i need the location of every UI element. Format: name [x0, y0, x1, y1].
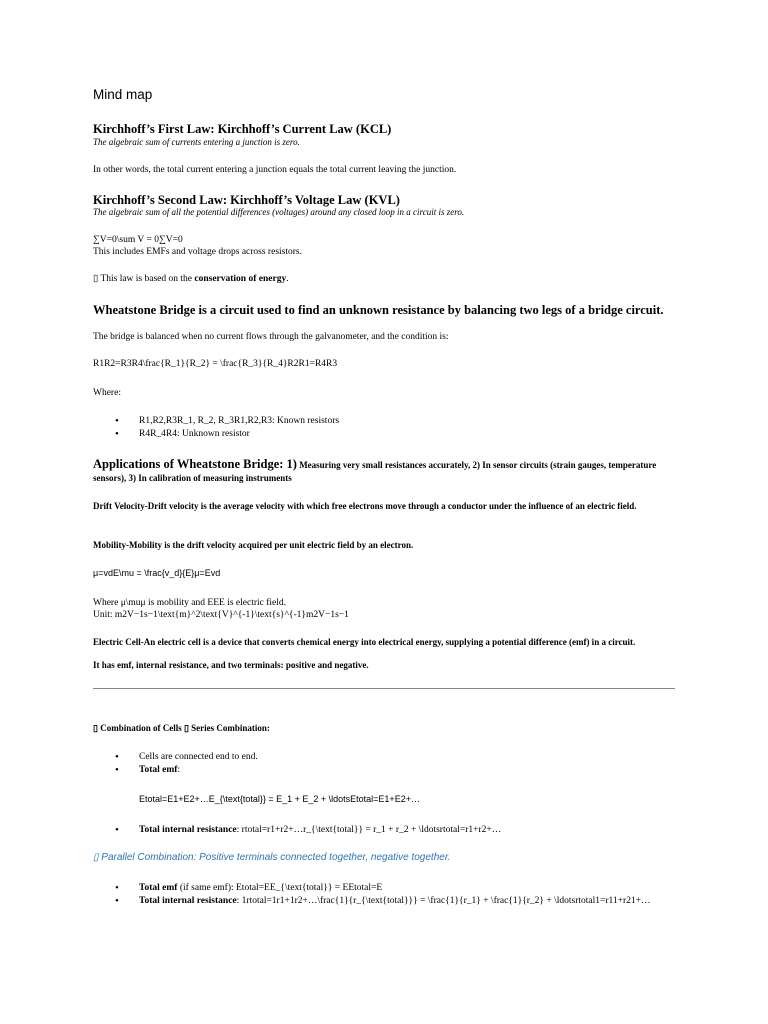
electric-cell-terminals: It has emf, internal resistance, and two terminals: positive and negative. — [93, 660, 369, 670]
wheatstone-heading: Wheatstone Bridge is a circuit used to find an unknown resistance by balancing two legs of a bridge circuit. — [93, 303, 664, 317]
applications-list: Measuring very small resistances accurately, 2) In sensor circuits (strain gauges, temperature sensors), 3) In calibration of measuring instruments — [93, 460, 657, 483]
parallel-resistance-label: Total internal resistance — [139, 896, 237, 906]
kvl-definition: The algebraic sum of all the potential differences (voltages) around any closed loop in a circuit is zero. — [93, 207, 465, 217]
conservation-prefix: This law is based on the — [98, 274, 195, 284]
kcl-definition: The algebraic sum of currents entering a junction is zero. — [93, 137, 300, 147]
drift-velocity: Drift Velocity-Drift velocity is the average velocity with which free electrons move through a conductor under the influence of an electric field. — [93, 501, 637, 511]
list-item: • R1,R2,R3R_1, R_2, R_3R1,R2,R3: Known resistors — [93, 415, 673, 428]
horizontal-divider — [93, 688, 675, 689]
applications — [93, 458, 673, 484]
parallel-resistance-formula: : 1rtotal=1r1+1r2+…\frac{1}{r_{\text{total}}} = \frac{1}{r_1} + \frac{1}{r_2} + \ldotsrtotal1=r11+r21+… — [236, 896, 651, 906]
list-item — [93, 764, 673, 777]
series-resistance-label: Total internal resistance — [139, 825, 237, 835]
series-emf-colon: : — [177, 765, 181, 775]
series-list — [93, 751, 673, 777]
list-item: • R4R_4R4: Unknown resistor — [93, 428, 673, 441]
kvl-note: This includes EMFs and voltage drops across resistors. — [93, 247, 302, 257]
kcl-explanation: In other words, the total current entering a junction equals the total current leaving the junction. — [93, 165, 457, 175]
page-title: Mind map — [93, 87, 153, 102]
combination-heading-text: Combination of Cells — [97, 723, 184, 733]
series-emf-label: Total emf — [139, 765, 178, 775]
wheatstone-balanced: The bridge is balanced when no current flows through the galvanometer, and the condition is: — [93, 332, 449, 342]
series-emf-formula: Etotal=E1+E2+…E_{\text{total}} = E_1 + E_2 + \ldotsEtotal=E1+E2+… — [139, 794, 420, 804]
conservation-bold: conservation of energy — [194, 274, 287, 284]
kvl-conservation — [93, 273, 673, 285]
missing-glyph-icon: ▯ — [93, 852, 99, 863]
conservation-suffix: . — [286, 274, 289, 284]
kvl-heading: Kirchhoff’s Second Law: Kirchhoff’s Voltage Law (KVL) — [93, 193, 400, 207]
mobility-heading: Mobility-Mobility is the drift velocity acquired per unit electric field by an electron. — [93, 540, 414, 550]
series-resistance-formula: : rtotal=r1+r2+…r_{\text{total}} = r_1 + r_2 + \ldotsrtotal=r1+r2+… — [236, 825, 502, 835]
list-item: • Cells are connected end to end. — [93, 751, 673, 764]
parallel-heading — [93, 852, 673, 863]
mobility-formula: μ=vdE\mu = \frac{v_d}{E}μ=Evd — [93, 568, 221, 578]
applications-heading: Applications of Wheatstone Bridge: 1) — [93, 457, 297, 471]
wheatstone-where: Where: — [93, 388, 121, 398]
missing-glyph-icon: ▯ — [93, 274, 99, 284]
parallel-list — [93, 882, 668, 907]
wheatstone-list — [93, 415, 673, 441]
missing-glyph-icon: ▯ — [93, 723, 98, 733]
kcl-heading: Kirchhoff’s First Law: Kirchhoff’s Current Law (KCL) — [93, 122, 392, 136]
mobility-where: Where μ\muμ is mobility and EEE is electric field. — [93, 598, 287, 608]
missing-glyph-icon: ▯ — [183, 723, 189, 733]
combination-heading-rest: Series Combination: — [188, 723, 270, 733]
combination-heading — [93, 722, 673, 734]
list-item — [93, 824, 673, 837]
kvl-formula: ∑V=0\sum V = 0∑V=0 — [93, 235, 183, 245]
parallel-emf-formula: (if same emf): Etotal=EE_{\text{total}} = EEtotal=E — [177, 883, 383, 893]
wheatstone-formula: R1R2=R3R4\frac{R_1}{R_2} = \frac{R_3}{R_4}R2R1=R4R3 — [93, 359, 338, 369]
mobility-unit: Unit: m2V−1s−1\text{m}^2\text{V}^{-1}\text{s}^{-1}m2V−1s−1 — [93, 610, 349, 620]
parallel-heading-text: Parallel Combination: Positive terminals connected together, negative together. — [98, 852, 451, 863]
parallel-emf-label: Total emf — [139, 883, 178, 893]
list-item — [93, 895, 668, 907]
list-item — [93, 882, 668, 895]
electric-cell-definition: Electric Cell-An electric cell is a device that converts chemical energy into electrical energy, supplying a potential difference (emf) in a circuit. — [93, 637, 636, 647]
series-resistance-list — [93, 824, 673, 837]
